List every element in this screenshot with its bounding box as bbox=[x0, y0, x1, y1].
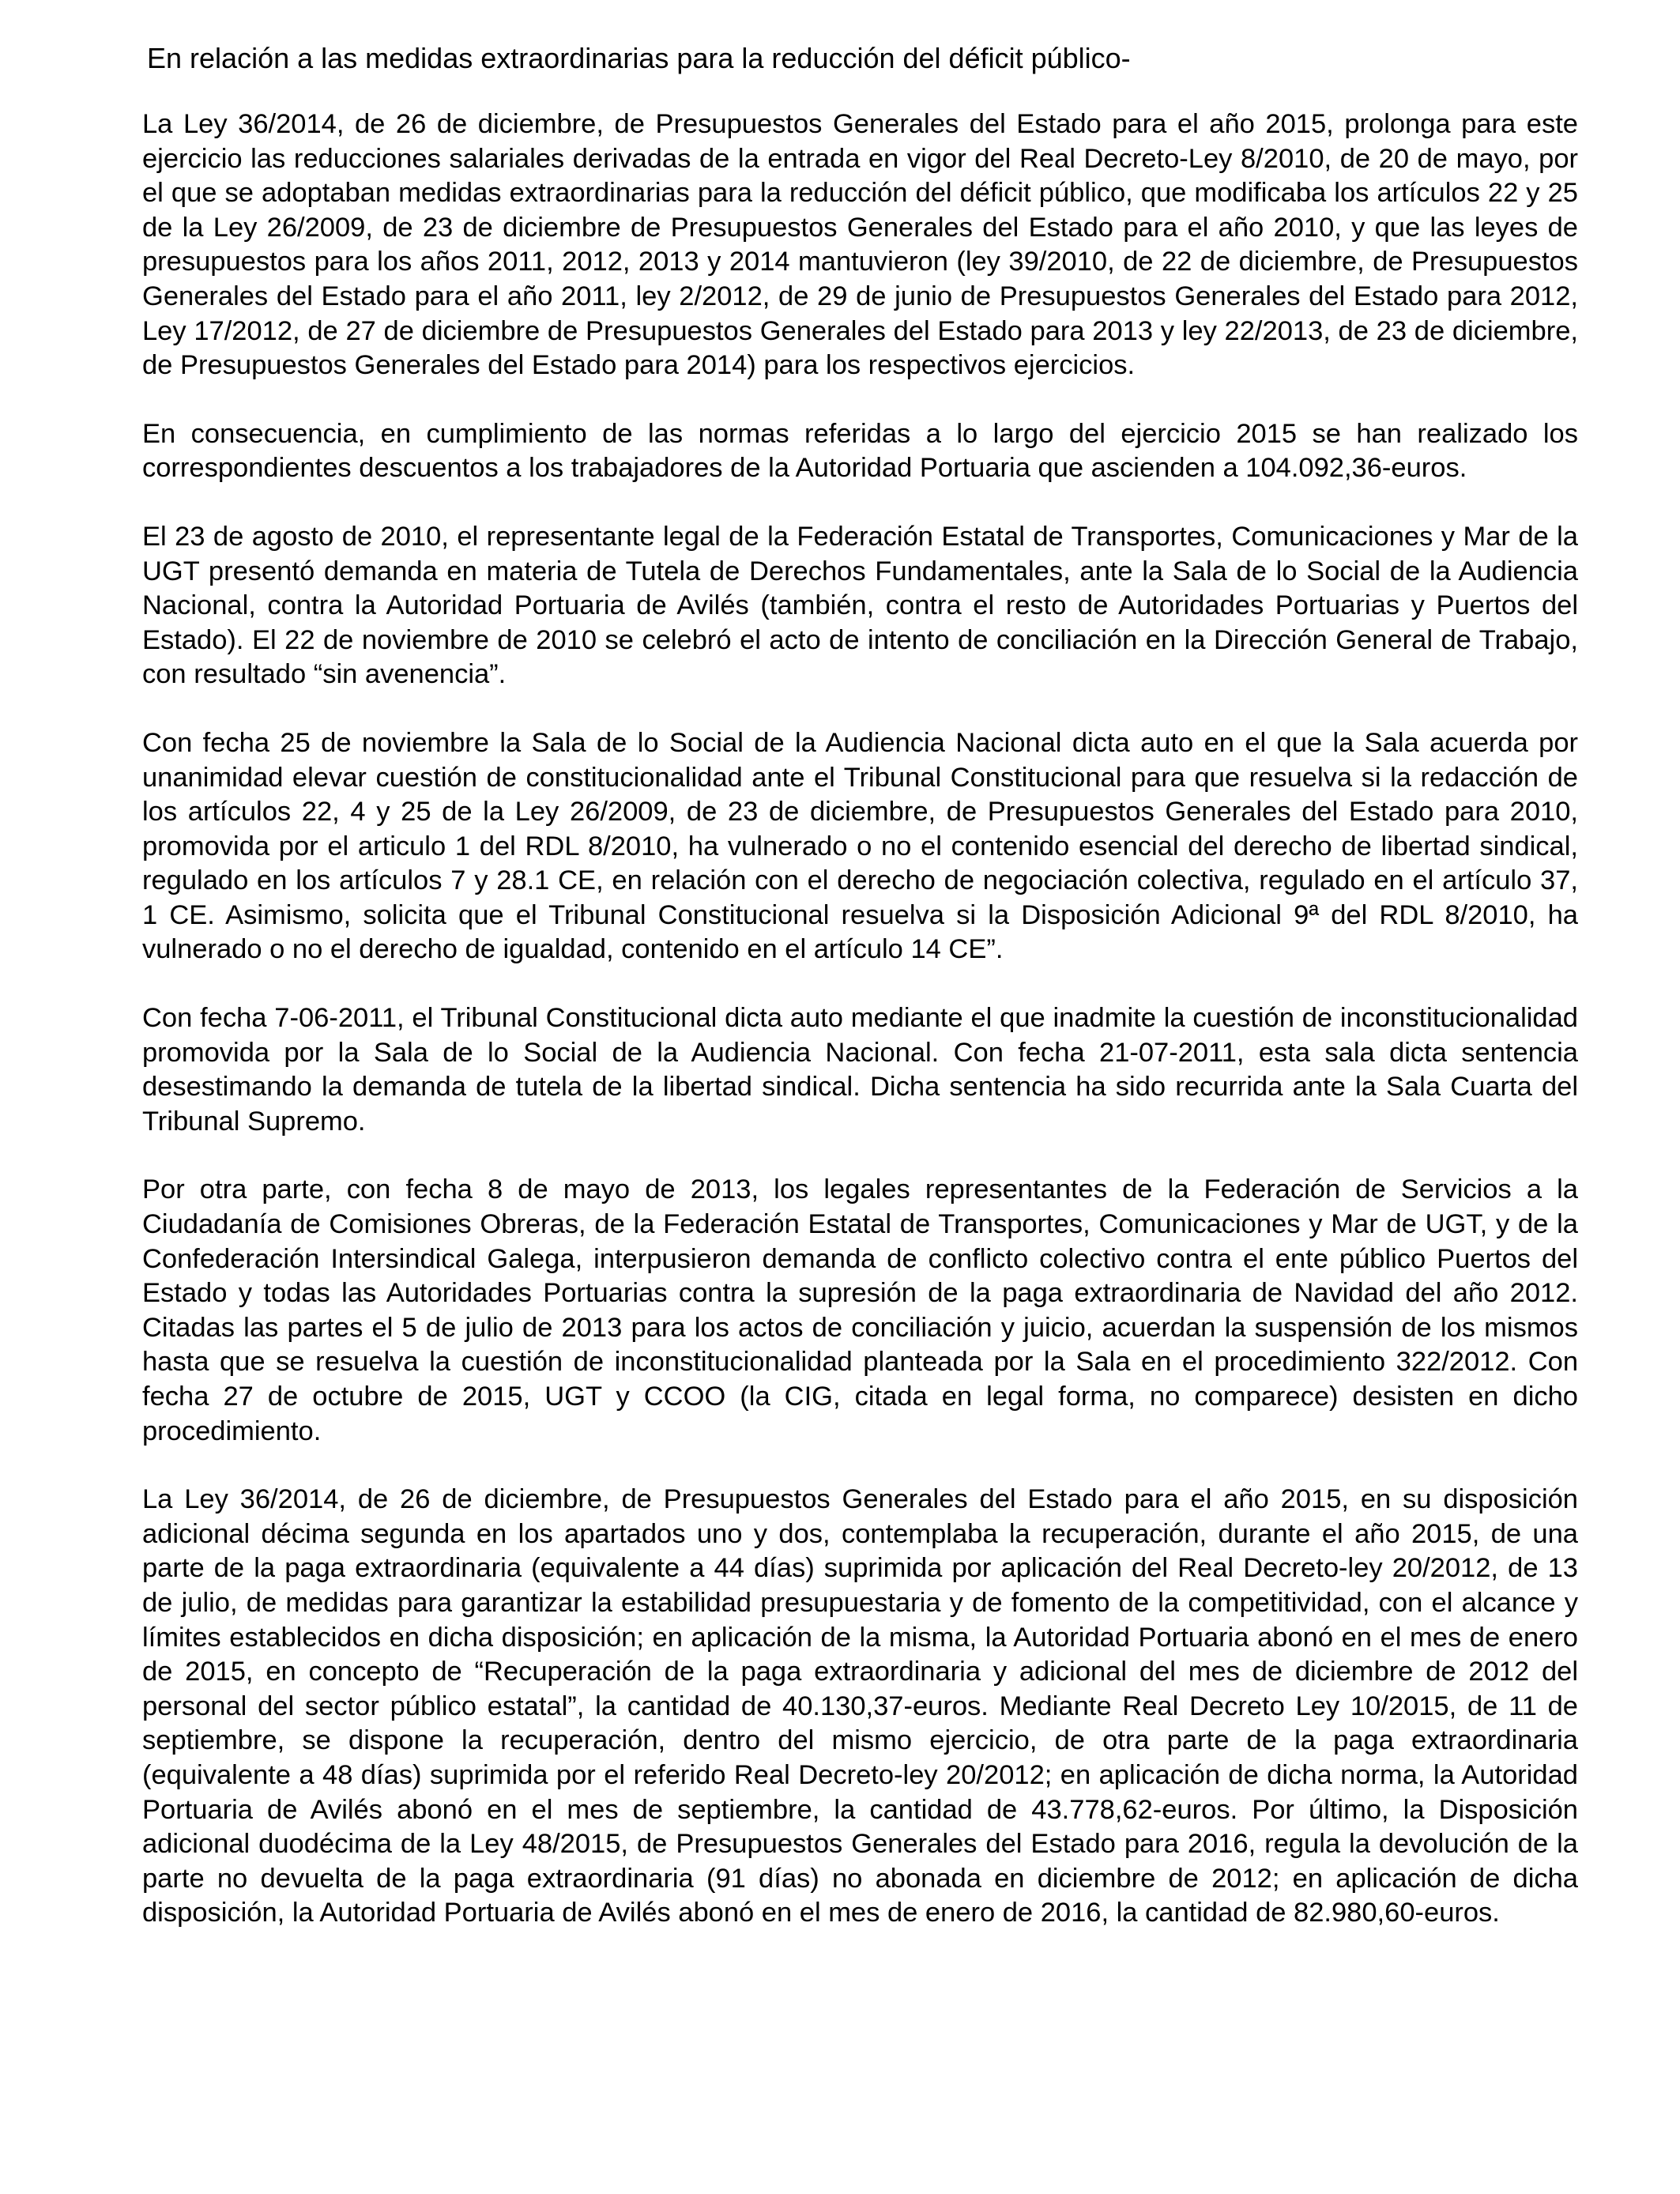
paragraph-descuentos: En consecuencia, en cumplimiento de las normas referidas a lo largo del ejercicio 2015 se han realizado los correspondientes descuentos a los trabajadores de la Autoridad Portuaria que ascienden a 104.092,36-euros. bbox=[142, 418, 1578, 484]
paragraph-conflicto-colectivo: Por otra parte, con fecha 8 de mayo de 2013, los legales representantes de la Federación de Servicios a la Ciudadanía de Comisiones Obreras, de la Federación Estatal de Transportes, Comunicaciones y Mar de UGT, y de la Confederación Intersindical Galega, interpusieron demanda de conflicto colectivo contra el ente público Puertos del Estado y todas las Autoridades Portuarias contra la supresión de la paga extraordinaria de Navidad del año 2012. Citadas las partes el 5 de julio de 2013 para los actos de conciliación y juicio, acuerdan la suspensión de los mismos hasta que se resuelva la cuestión de inconstitucionalidad planteada por la Sala en el procedimiento 322/2012. Con fecha 27 de octubre de 2015, UGT y CCOO (la CIG, citada en legal forma, no comparece) desisten en dicho procedimiento. bbox=[142, 1174, 1578, 1446]
paragraph-tribunal-constitucional: Con fecha 7-06-2011, el Tribunal Constitucional dicta auto mediante el que inadmite la cuestión de inconstitucionalidad promovida por la Sala de lo Social de la Audiencia Nacional. Con fecha 21-07-2011, esta sala dicta sentencia desestimando la demanda de tutela de la libertad sindical. Dicha sentencia ha sido recurrida ante la Sala Cuarta del Tribunal Supremo. bbox=[142, 1003, 1578, 1137]
paragraph-demanda-ugt: El 23 de agosto de 2010, el representante legal de la Federación Estatal de Transportes, Comunicaciones y Mar de la UGT presentó demanda en materia de Tutela de Derechos Fundamentales, ante la Sala de lo Social de la Audiencia Nacional, contra la Autoridad Portuaria de Avilés (también, contra el resto de Autoridades Portuarias y Puertos del Estado). El 22 de noviembre de 2010 se celebró el acto de intento de conciliación en la Dirección General de Trabajo, con resultado “sin avenencia”. bbox=[142, 521, 1578, 690]
document-heading: En relación a las medidas extraordinarias para la reducción del déficit público- bbox=[147, 42, 1131, 74]
paragraph-cuestion-constitucionalidad: Con fecha 25 de noviembre la Sala de lo Social de la Audiencia Nacional dicta auto en el que la Sala acuerda por unanimidad elevar cuestión de constitucionalidad ante el Tribunal Constitucional para que resuelva si la redacción de los artículos 22, 4 y 25 de la Ley 26/2009, de 23 de diciembre, de Presupuestos Generales del Estado para 2010, promovida por el articulo 1 del RDL 8/2010, ha vulnerado o no el contenido esencial del derecho de libertad sindical, regulado en los artículos 7 y 28.1 CE, en relación con el derecho de negociación colectiva, regulado en el artículo 37, 1 CE. Asimismo, solicita que el Tribunal Constitucional resuelva si la Disposición Adicional 9ª del RDL 8/2010, ha vulnerado o no el derecho de igualdad, contenido en el artículo 14 CE”. bbox=[142, 727, 1578, 965]
document-page bbox=[142, 41, 1578, 1965]
paragraph-presupuestos-2015: La Ley 36/2014, de 26 de diciembre, de Presupuestos Generales del Estado para el año 2015, prolonga para este ejercicio las reducciones salariales derivadas de la entrada en vigor del Real Decreto-Ley 8/2010, de 20 de mayo, por el que se adoptaban medidas extraordinarias para la reducción del déficit público, que modificaba los artículos 22 y 25 de la Ley 26/2009, de 23 de diciembre de Presupuestos Generales del Estado para el año 2010, y que las leyes de presupuestos para los años 2011, 2012, 2013 y 2014 mantuvieron (ley 39/2010, de 22 de diciembre, de Presupuestos Generales del Estado para el año 2011, ley 2/2012, de 29 de junio de Presupuestos Generales del Estado para 2012, Ley 17/2012, de 27 de diciembre de Presupuestos Generales del Estado para 2013 y ley 22/2013, de 23 de diciembre, de Presupuestos Generales del Estado para 2014) para los respectivos ejercicios. bbox=[142, 109, 1578, 381]
paragraph-recuperacion-paga: La Ley 36/2014, de 26 de diciembre, de Presupuestos Generales del Estado para el año 2015, en su disposición adicional décima segunda en los apartados uno y dos, contemplaba la recuperación, durante el año 2015, de una parte de la paga extraordinaria (equivalente a 44 días) suprimida por aplicación del Real Decreto-ley 20/2012, de 13 de julio, de medidas para garantizar la estabilidad presupuestaria y de fomento de la competitividad, con el alcance y límites establecidos en dicha disposición; en aplicación de la misma, la Autoridad Portuaria abonó en el mes de enero de 2015, en concepto de “Recuperación de la paga extraordinaria y adicional del mes de diciembre de 2012 del personal del sector público estatal”, la cantidad de 40.130,37-euros. Mediante Real Decreto Ley 10/2015, de 11 de septiembre, se dispone la recuperación, dentro del mismo ejercicio, de otra parte de la paga extraordinaria (equivalente a 48 días) suprimida por el referido Real Decreto-ley 20/2012; en aplicación de dicha norma, la Autoridad Portuaria de Avilés abonó en el mes de septiembre, la cantidad de 43.778,62-euros. Por último, la Disposición adicional duodécima de la Ley 48/2015, de Presupuestos Generales del Estado para 2016, regula la devolución de la parte no devuelta de la paga extraordinaria (91 días) no abonada en diciembre de 2012; en aplicación de dicha disposición, la Autoridad Portuaria de Avilés abonó en el mes de enero de 2016, la cantidad de 82.980,60-euros. bbox=[142, 1484, 1578, 1928]
